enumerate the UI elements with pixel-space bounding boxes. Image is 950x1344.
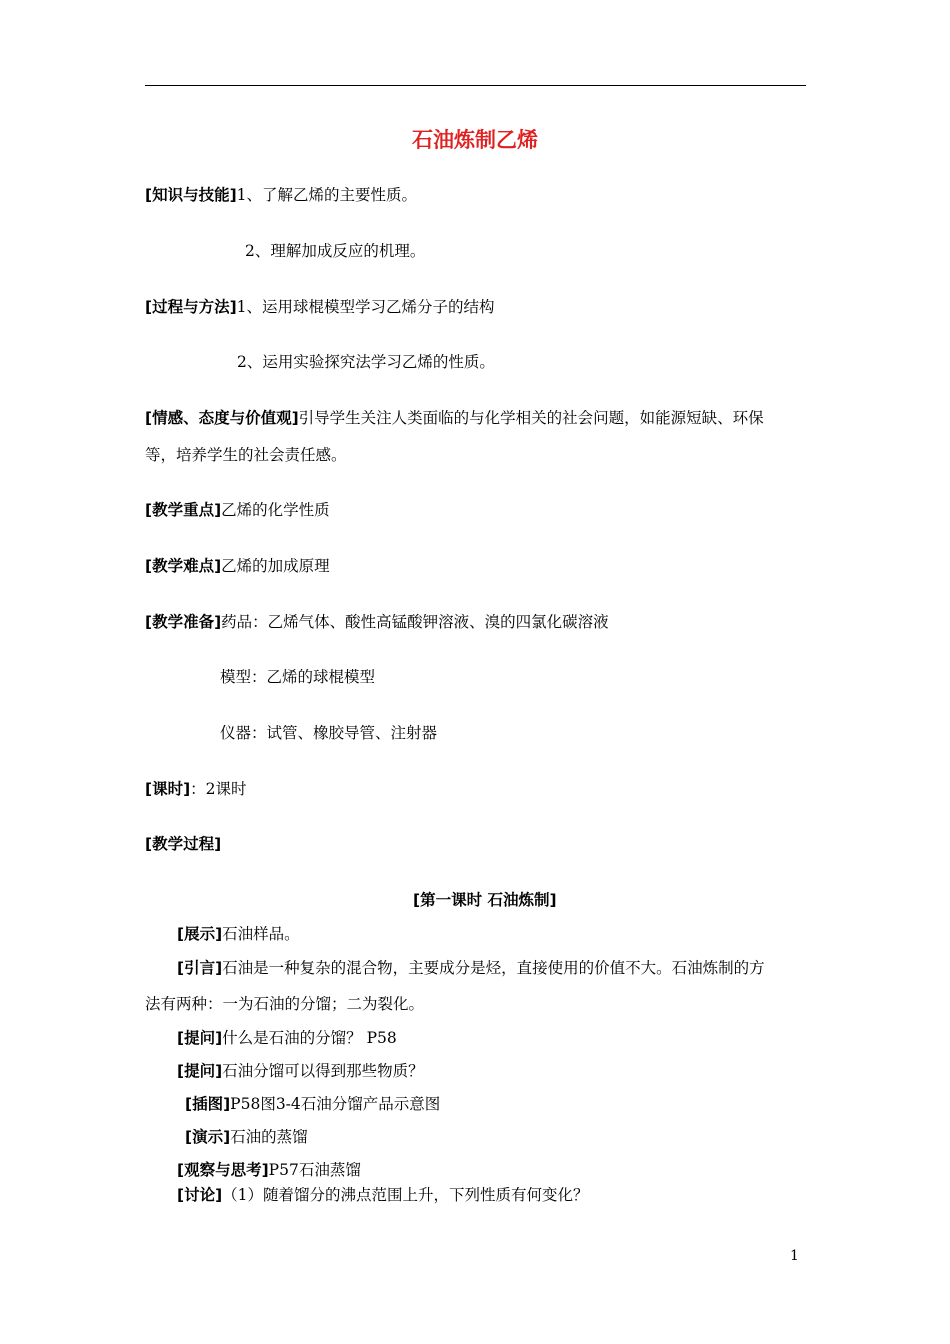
lesson-item <box>177 958 765 978</box>
lesson-item <box>177 1160 361 1180</box>
lesson-item-text: P57石油蒸馏 <box>268 1161 361 1179</box>
lesson-item-text: 石油分馏可以得到那些物质？ <box>222 1062 424 1080</box>
key-point-text: 乙烯的化学性质 <box>221 501 330 519</box>
header-rule <box>145 85 806 86</box>
lesson-item-label: [讨论] <box>177 1186 223 1204</box>
lesson-item-text: 石油的蒸馏 <box>230 1128 308 1146</box>
lesson-item-label: [引言] <box>177 959 223 977</box>
difficulty-text: 乙烯的加成原理 <box>221 557 330 575</box>
key-point-line <box>145 500 330 520</box>
page-title: 石油炼制乙烯 <box>412 127 538 152</box>
hours-text: ：2课时 <box>190 780 247 798</box>
preparation-instruments: 仪器：试管、橡胶导管、注射器 <box>220 724 438 742</box>
emotion-text-2: 等，培养学生的社会责任感。 <box>145 446 347 464</box>
page-number: 1 <box>790 1248 799 1264</box>
lesson-item-label: [插图] <box>185 1095 231 1113</box>
key-point-label: [教学重点] <box>145 501 222 519</box>
lesson-item-text: 什么是石油的分馏？ P58 <box>222 1029 397 1047</box>
preparation-line <box>145 612 609 632</box>
lesson-item-label: [展示] <box>177 925 223 943</box>
lesson-item <box>177 1061 424 1081</box>
lesson-item-label: [提问] <box>177 1029 223 1047</box>
lesson-item-label: [提问] <box>177 1062 223 1080</box>
knowledge-item-2: 2、理解加成反应的机理。 <box>245 242 426 260</box>
knowledge-item-1: 1、了解乙烯的主要性质。 <box>236 186 418 204</box>
lesson-item <box>177 1185 589 1205</box>
lesson-item-label: [演示] <box>185 1128 231 1146</box>
preparation-text: 药品：乙烯气体、酸性高锰酸钾溶液、溴的四氯化碳溶液 <box>221 613 609 631</box>
process-line-1 <box>145 297 495 317</box>
emotion-line-1 <box>145 408 764 428</box>
lesson-item-text: 石油样品。 <box>222 925 300 943</box>
emotion-label: [情感、态度与价值观] <box>145 409 299 427</box>
difficulty-label: [教学难点] <box>145 557 222 575</box>
lesson-item <box>185 1094 440 1114</box>
process-label: [过程与方法] <box>145 298 237 316</box>
process-item-1: 1、运用球棍模型学习乙烯分子的结构 <box>236 298 495 316</box>
lesson-heading: [第一课时 石油炼制] <box>413 891 557 909</box>
hours-line <box>145 779 247 799</box>
teaching-process-label: [教学过程] <box>145 835 222 853</box>
lesson-item-label: [观察与思考] <box>177 1161 269 1179</box>
preparation-model: 模型：乙烯的球棍模型 <box>220 668 376 686</box>
lesson-item-text: 石油是一种复杂的混合物，主要成分是烃，直接使用的价值不大。石油炼制的方 <box>222 959 765 977</box>
knowledge-line-1 <box>145 185 417 205</box>
preparation-label: [教学准备] <box>145 613 222 631</box>
lesson-item <box>185 1127 308 1147</box>
process-item-2: 2、运用实验探究法学习乙烯的性质。 <box>237 353 495 371</box>
emotion-text-1: 引导学生关注人类面临的与化学相关的社会问题，如能源短缺、环保 <box>298 409 764 427</box>
lesson-item <box>177 1028 397 1048</box>
lesson-item-text: P58图3-4石油分馏产品示意图 <box>230 1095 441 1113</box>
knowledge-label: [知识与技能] <box>145 186 237 204</box>
lesson-item <box>177 924 300 944</box>
lesson-item-text: （1）随着馏分的沸点范围上升，下列性质有何变化？ <box>222 1186 589 1204</box>
difficulty-line <box>145 556 330 576</box>
hours-label: [课时] <box>145 780 191 798</box>
lesson-item-continuation: 法有两种：一为石油的分馏；二为裂化。 <box>145 995 425 1013</box>
